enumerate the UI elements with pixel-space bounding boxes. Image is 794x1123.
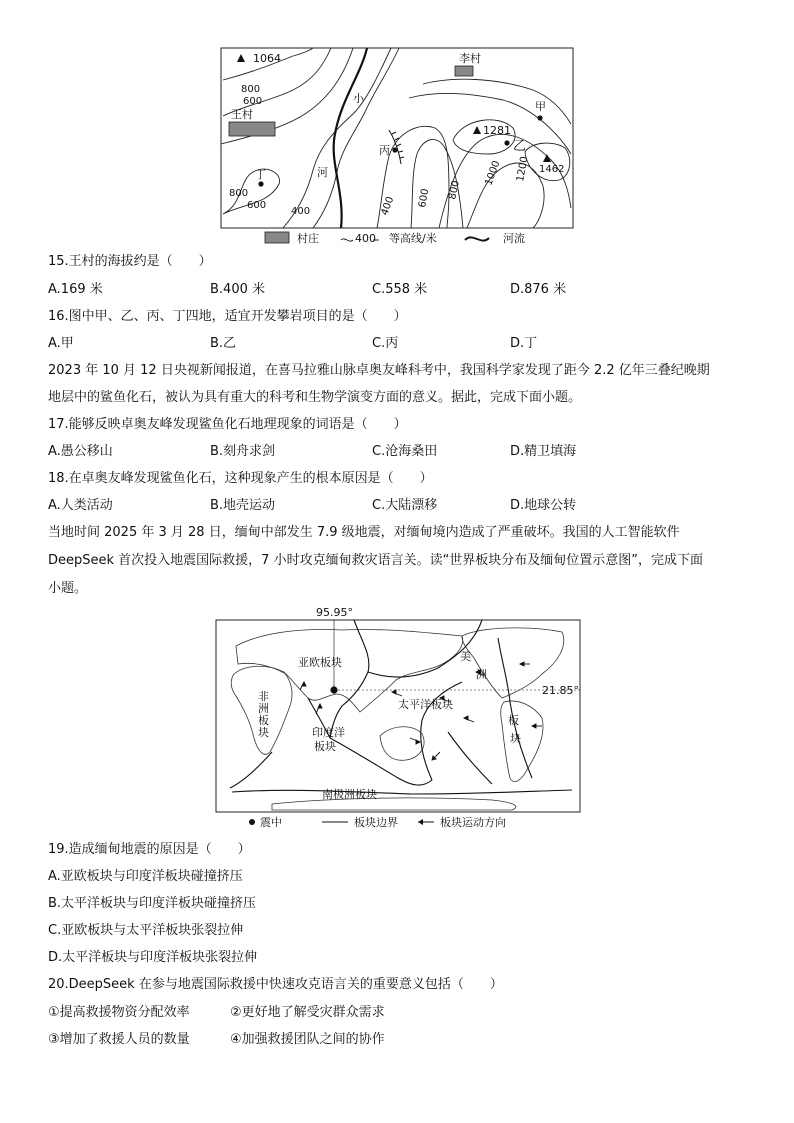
question-18-options	[48, 497, 748, 515]
q20-statement-4: ④加强救援团队之间的协作	[230, 1032, 385, 1047]
q15-option-d[interactable]: D.876 米	[510, 282, 567, 297]
contour-map-legend	[265, 231, 525, 245]
question-19-stem: 19.造成缅甸地震的原因是（ ）	[48, 842, 251, 857]
q15-option-a[interactable]: A.169 米	[48, 282, 103, 297]
point-jia-label: 甲	[535, 100, 546, 113]
american-plate-label-1: 美	[460, 650, 471, 663]
q17-option-b[interactable]: B.刻舟求剑	[210, 444, 276, 459]
wang-village-symbol	[229, 122, 275, 136]
q15-option-b[interactable]: B.400 米	[210, 282, 265, 297]
contour-label-600-left: 600	[247, 200, 267, 211]
passage-2-line-3: 小题。	[48, 581, 88, 596]
contour-label-1200: 1200	[515, 155, 531, 183]
question-16-options	[48, 335, 748, 353]
epicenter-marker	[330, 686, 337, 693]
contour-label-1000: 1000	[483, 159, 503, 188]
world-plates-map	[212, 602, 602, 830]
q19-option-b[interactable]: B.太平洋板块与印度洋板块碰撞挤压	[48, 896, 257, 911]
q18-option-b[interactable]: B.地壳运动	[210, 498, 276, 513]
q19-option-a[interactable]: A.亚欧板块与印度洋板块碰撞挤压	[48, 869, 243, 884]
american-plate-label-3: 板	[508, 714, 519, 727]
li-village-symbol	[455, 66, 473, 76]
question-15-stem: 15.王村的海拔约是（ ）	[48, 254, 212, 269]
svg-text:村庄: 村庄	[297, 232, 319, 245]
peak-1064-label: 1064	[253, 52, 281, 65]
antarctic-plate-label: 南极洲板块	[322, 788, 377, 801]
q16-option-c[interactable]: C.丙	[372, 336, 399, 351]
wang-village-label: 王村	[231, 108, 253, 121]
african-plate-label-3: 板	[258, 714, 269, 727]
peak-1462-label: 1462	[539, 164, 565, 175]
american-plate-label-2: 洲	[476, 668, 487, 681]
q19-option-c[interactable]: C.亚欧板块与太平洋板块张裂拉伸	[48, 923, 244, 938]
li-village-label: 李村	[459, 52, 481, 65]
contour-map	[213, 44, 583, 250]
svg-text:河流: 河流	[503, 232, 525, 245]
african-plate-label-2: 洲	[258, 702, 269, 715]
african-plate-label-1: 非	[258, 690, 269, 703]
q18-option-c[interactable]: C.大陆漂移	[372, 498, 438, 513]
contour-label-800-left: 800	[229, 188, 249, 199]
q19-option-d[interactable]: D.太平洋板块与印度洋板块张裂拉伸	[48, 950, 258, 965]
passage-2-line-2: DeepSeek 首次投入地震国际救援，7 小时攻克缅甸救灾语言关。读“世界板块分布及缅甸位置示意图”，完成下面	[48, 553, 704, 568]
indian-plate-label-1: 印度洋	[312, 726, 345, 739]
svg-text:板块边界: 板块边界	[354, 816, 398, 829]
passage-1-line-1: 2023 年 10 月 12 日央视新闻报道，在喜马拉雅山脉卓奥友峰科考中，我国科学家发现了距今 2.2 亿年三叠纪晚期	[48, 363, 710, 378]
american-plate-label-4: 块	[510, 732, 521, 745]
question-16-stem: 16.图中甲、乙、丙、丁四地，适宜开发攀岩项目的是（ ）	[48, 309, 407, 324]
contour-label-400-left: 400	[291, 206, 311, 217]
contour-label-400-right: 400	[379, 195, 397, 218]
question-17-stem: 17.能够反映卓奥友峰发现鲨鱼化石地理现象的词语是（ ）	[48, 417, 407, 432]
q16-option-d[interactable]: D.丁	[510, 336, 538, 351]
contour-label-800: 800	[241, 84, 261, 95]
q18-option-a[interactable]: A.人类活动	[48, 498, 113, 513]
svg-text:震中: 震中	[260, 816, 282, 829]
peak-1281-label: 1281	[483, 124, 511, 137]
q20-statement-3: ③增加了救援人员的数量	[48, 1032, 190, 1047]
q16-option-a[interactable]: A.甲	[48, 336, 74, 351]
latitude-label: 21.85°	[542, 684, 579, 697]
river-name-xiao: 小	[353, 92, 364, 105]
q15-option-c[interactable]: C.558 米	[372, 282, 428, 297]
contour-label-800-right: 800	[447, 179, 462, 201]
longitude-label: 95.95°	[316, 606, 353, 619]
question-20-statements-row-1	[48, 1004, 748, 1022]
african-plate-label-4: 块	[258, 726, 269, 739]
question-17-options	[48, 443, 748, 461]
q17-option-d[interactable]: D.精卫填海	[510, 444, 577, 459]
point-yi-label: 乙	[513, 139, 527, 154]
svg-text:400: 400	[355, 232, 376, 245]
svg-text:等高线/米: 等高线/米	[389, 232, 437, 245]
contour-label-600-right: 600	[417, 187, 432, 209]
question-20-statements-row-2	[48, 1031, 748, 1049]
passage-1-line-2: 地层中的鲨鱼化石，被认为具有重大的科考和生物学演变方面的意义。据此，完成下面小题。	[48, 390, 582, 405]
pacific-plate-label: 太平洋板块	[398, 698, 453, 711]
question-18-stem: 18.在卓奥友峰发现鲨鱼化石，这种现象产生的根本原因是（ ）	[48, 471, 433, 486]
river-name-he: 河	[317, 166, 328, 179]
q18-option-d[interactable]: D.地球公转	[510, 498, 577, 513]
indian-plate-label-2: 板块	[314, 740, 336, 753]
q17-option-c[interactable]: C.沧海桑田	[372, 444, 438, 459]
svg-text:板块运动方向: 板块运动方向	[440, 816, 506, 829]
question-20-stem: 20.DeepSeek 在参与地震国际救援中快速攻克语言关的重要意义包括（ ）	[48, 977, 503, 992]
contour-label-600: 600	[243, 96, 263, 107]
q16-option-b[interactable]: B.乙	[210, 336, 237, 351]
q17-option-a[interactable]: A.愚公移山	[48, 444, 113, 459]
q20-statement-1: ①提高救援物资分配效率	[48, 1005, 190, 1020]
point-bing-label: 丙	[379, 144, 390, 157]
q20-statement-2: ②更好地了解受灾群众需求	[230, 1005, 385, 1020]
question-15-options	[48, 281, 748, 299]
eurasian-plate-label: 亚欧板块	[298, 656, 342, 669]
plates-map-legend	[249, 815, 506, 829]
point-ding-label: 丁	[255, 168, 266, 181]
passage-2-line-1: 当地时间 2025 年 3 月 28 日，缅甸中部发生 7.9 级地震，对缅甸境内造成了严重破坏。我国的人工智能软件	[48, 525, 680, 540]
